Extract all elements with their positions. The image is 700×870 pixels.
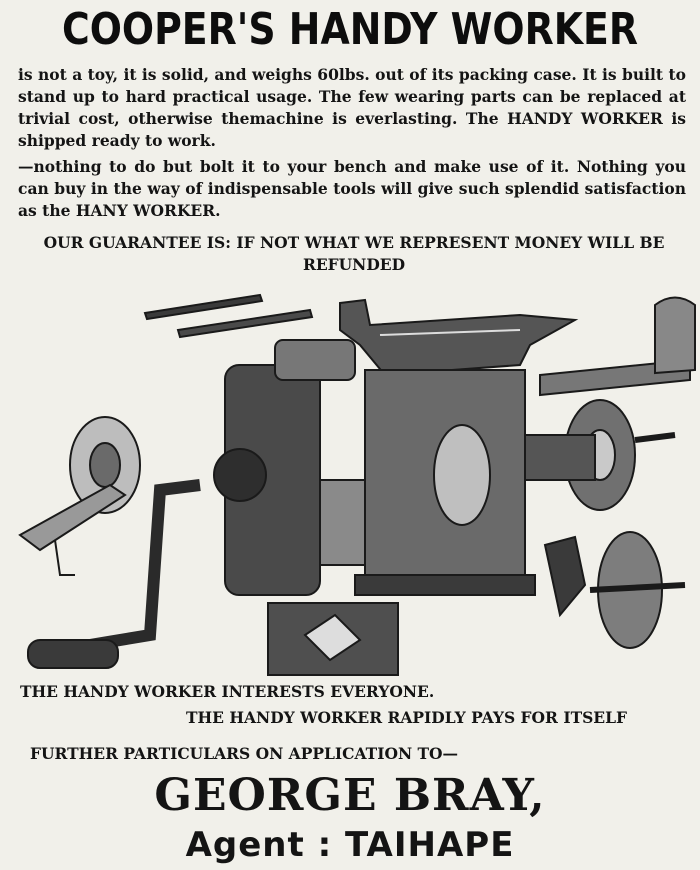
vice-jaw-icon — [268, 603, 398, 675]
grinding-wheel-left-icon — [20, 417, 140, 575]
vice-frame-icon — [320, 370, 535, 595]
further-particulars-line: FURTHER PARTICULARS ON APPLICATION TO— — [30, 744, 459, 763]
agent-name: GEORGE BRAY, — [154, 770, 546, 821]
agent-location: Agent : TAIHAPE — [185, 825, 515, 865]
anvil-icon — [340, 300, 575, 375]
description-paragraph-1: is not a toy, it is solid, and weighs 60lbs. out of its packing case. It is built to stand up to hard practical usage. The few wearing parts can be replaced at trivial cost, otherwise themachine is everlasting. The HANDY WORKER is shipped ready to work. — [18, 65, 686, 150]
pays-for-itself-line: THE HANDY WORKER RAPIDLY PAYS FOR ITSELF — [186, 708, 628, 727]
guarantee-statement: OUR GUARANTEE IS: IF NOT WHAT WE REPRESENT MONEY WILL BE REFUNDED — [43, 233, 665, 274]
handy-worker-machine-illustration — [0, 285, 700, 685]
description-paragraph-2: —nothing to do but bolt it to your bench and make use of it. Nothing you can buy in the way of indispensable tools will give such splendid satisfaction as the HANY WORKER. — [18, 157, 686, 220]
bracket-icon — [545, 537, 585, 615]
grinding-wheel-right-icon — [590, 532, 685, 648]
headline: COOPER'S HANDY WORKER — [61, 4, 639, 55]
interests-line: THE HANDY WORKER INTERESTS EVERYONE. — [20, 682, 435, 701]
handwheel-icon — [525, 400, 675, 510]
bench-stand-icon — [540, 298, 695, 396]
drill-bit-icon — [145, 295, 312, 337]
